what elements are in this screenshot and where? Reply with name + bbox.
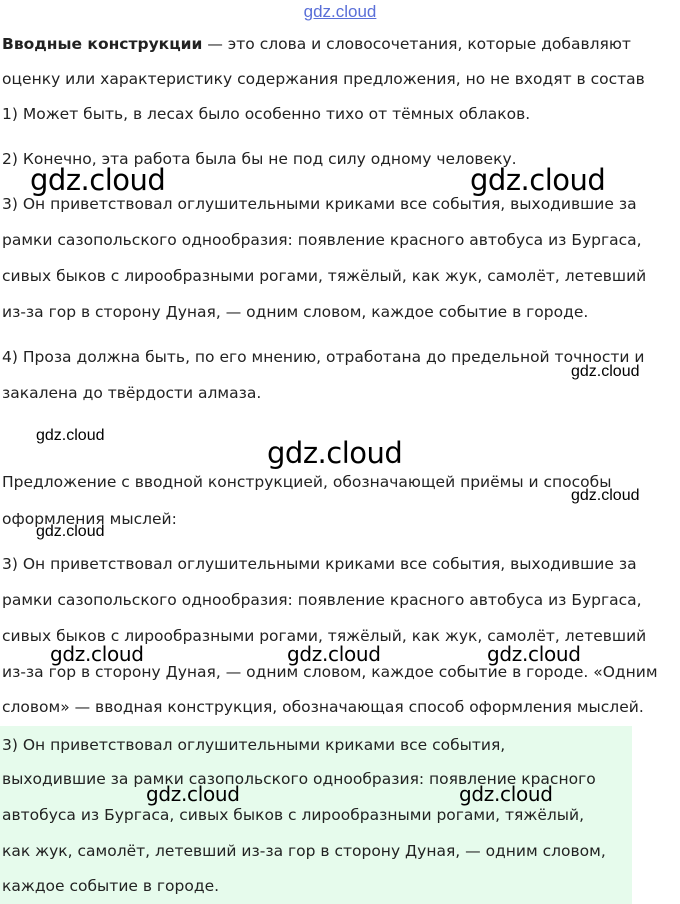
explanation-line-3: сивых быков с лирообразными рогами, тяжёлый, как жук, самолёт, летевший <box>2 627 647 645</box>
watermark: gdz.cloud <box>50 642 144 666</box>
explanation-line-1: 3) Он приветствовал оглушительными криками все события, выходившие за <box>2 555 637 573</box>
watermark: gdz.cloud <box>287 642 381 666</box>
watermark: gdz.cloud <box>459 782 553 806</box>
answer-line-3: автобуса из Бургаса, сивых быков с лирообразными рогами, тяжёлый, <box>2 806 585 824</box>
watermark: gdz.cloud <box>487 642 581 666</box>
answer-line-5: каждое событие в городе. <box>2 877 220 895</box>
answer-line-1: 3) Он приветствовал оглушительными криками все события, <box>2 736 506 754</box>
watermark: gdz.cloud <box>30 163 166 197</box>
explanation-line-4: из-за гор в сторону Дуная, — одним словом, каждое событие в городе. «Одним <box>2 663 658 681</box>
watermark: gdz.cloud <box>267 436 403 470</box>
example-4-line-2: закалена до твёрдости алмаза. <box>2 384 262 402</box>
example-1: 1) Может быть, в лесах было особенно тихо от тёмных облаков. <box>2 105 531 123</box>
watermark: gdz.cloud <box>146 782 240 806</box>
answer-box <box>0 726 632 904</box>
header-watermark[interactable]: gdz.cloud <box>303 2 377 21</box>
example-3-line-4: из-за гор в сторону Дуная, — одним словом, каждое событие в городе. <box>2 303 589 321</box>
example-2: 2) Конечно, эта работа была бы не под силу одному человеку. <box>2 150 517 168</box>
question-line-1: Предложение с вводной конструкцией, обозначающей приёмы и способы <box>2 473 612 491</box>
explanation-line-2: рамки сазопольского однообразия: появление красного автобуса из Бургаса, <box>2 591 642 609</box>
example-3-line-3: сивых быков с лирообразными рогами, тяжёлый, как жук, самолёт, летевший <box>2 267 647 285</box>
watermark: gdz.cloud <box>470 163 606 197</box>
intro-term: Вводные конструкции <box>2 35 203 53</box>
answer-line-4: как жук, самолёт, летевший из-за гор в сторону Дуная, — одним словом, <box>2 842 606 860</box>
intro-line-1-rest: — это слова и словосочетания, которые добавляют <box>202 35 631 53</box>
intro-line-2: оценку или характеристику содержания предложения, но не входят в состав <box>2 70 645 88</box>
explanation-line-5: словом» — вводная конструкция, обозначающая способ оформления мыслей. <box>2 698 644 716</box>
watermark: gdz.cloud <box>571 487 640 504</box>
question-line-2: оформления мыслей: <box>2 510 177 528</box>
watermark: gdz.cloud <box>571 363 640 380</box>
example-3-line-1: 3) Он приветствовал оглушительными криками все события, выходившие за <box>2 195 637 213</box>
watermark: gdz.cloud <box>36 523 105 540</box>
watermark: gdz.cloud <box>36 427 105 444</box>
example-3-line-2: рамки сазопольского однообразия: появление красного автобуса из Бургаса, <box>2 231 642 249</box>
example-4-line-1: 4) Проза должна быть, по его мнению, отработана до предельной точности и <box>2 348 645 366</box>
intro-line-1 <box>2 27 631 61</box>
answer-line-2: выходившие за рамки сазопольского однообразия: появление красного <box>2 770 596 788</box>
